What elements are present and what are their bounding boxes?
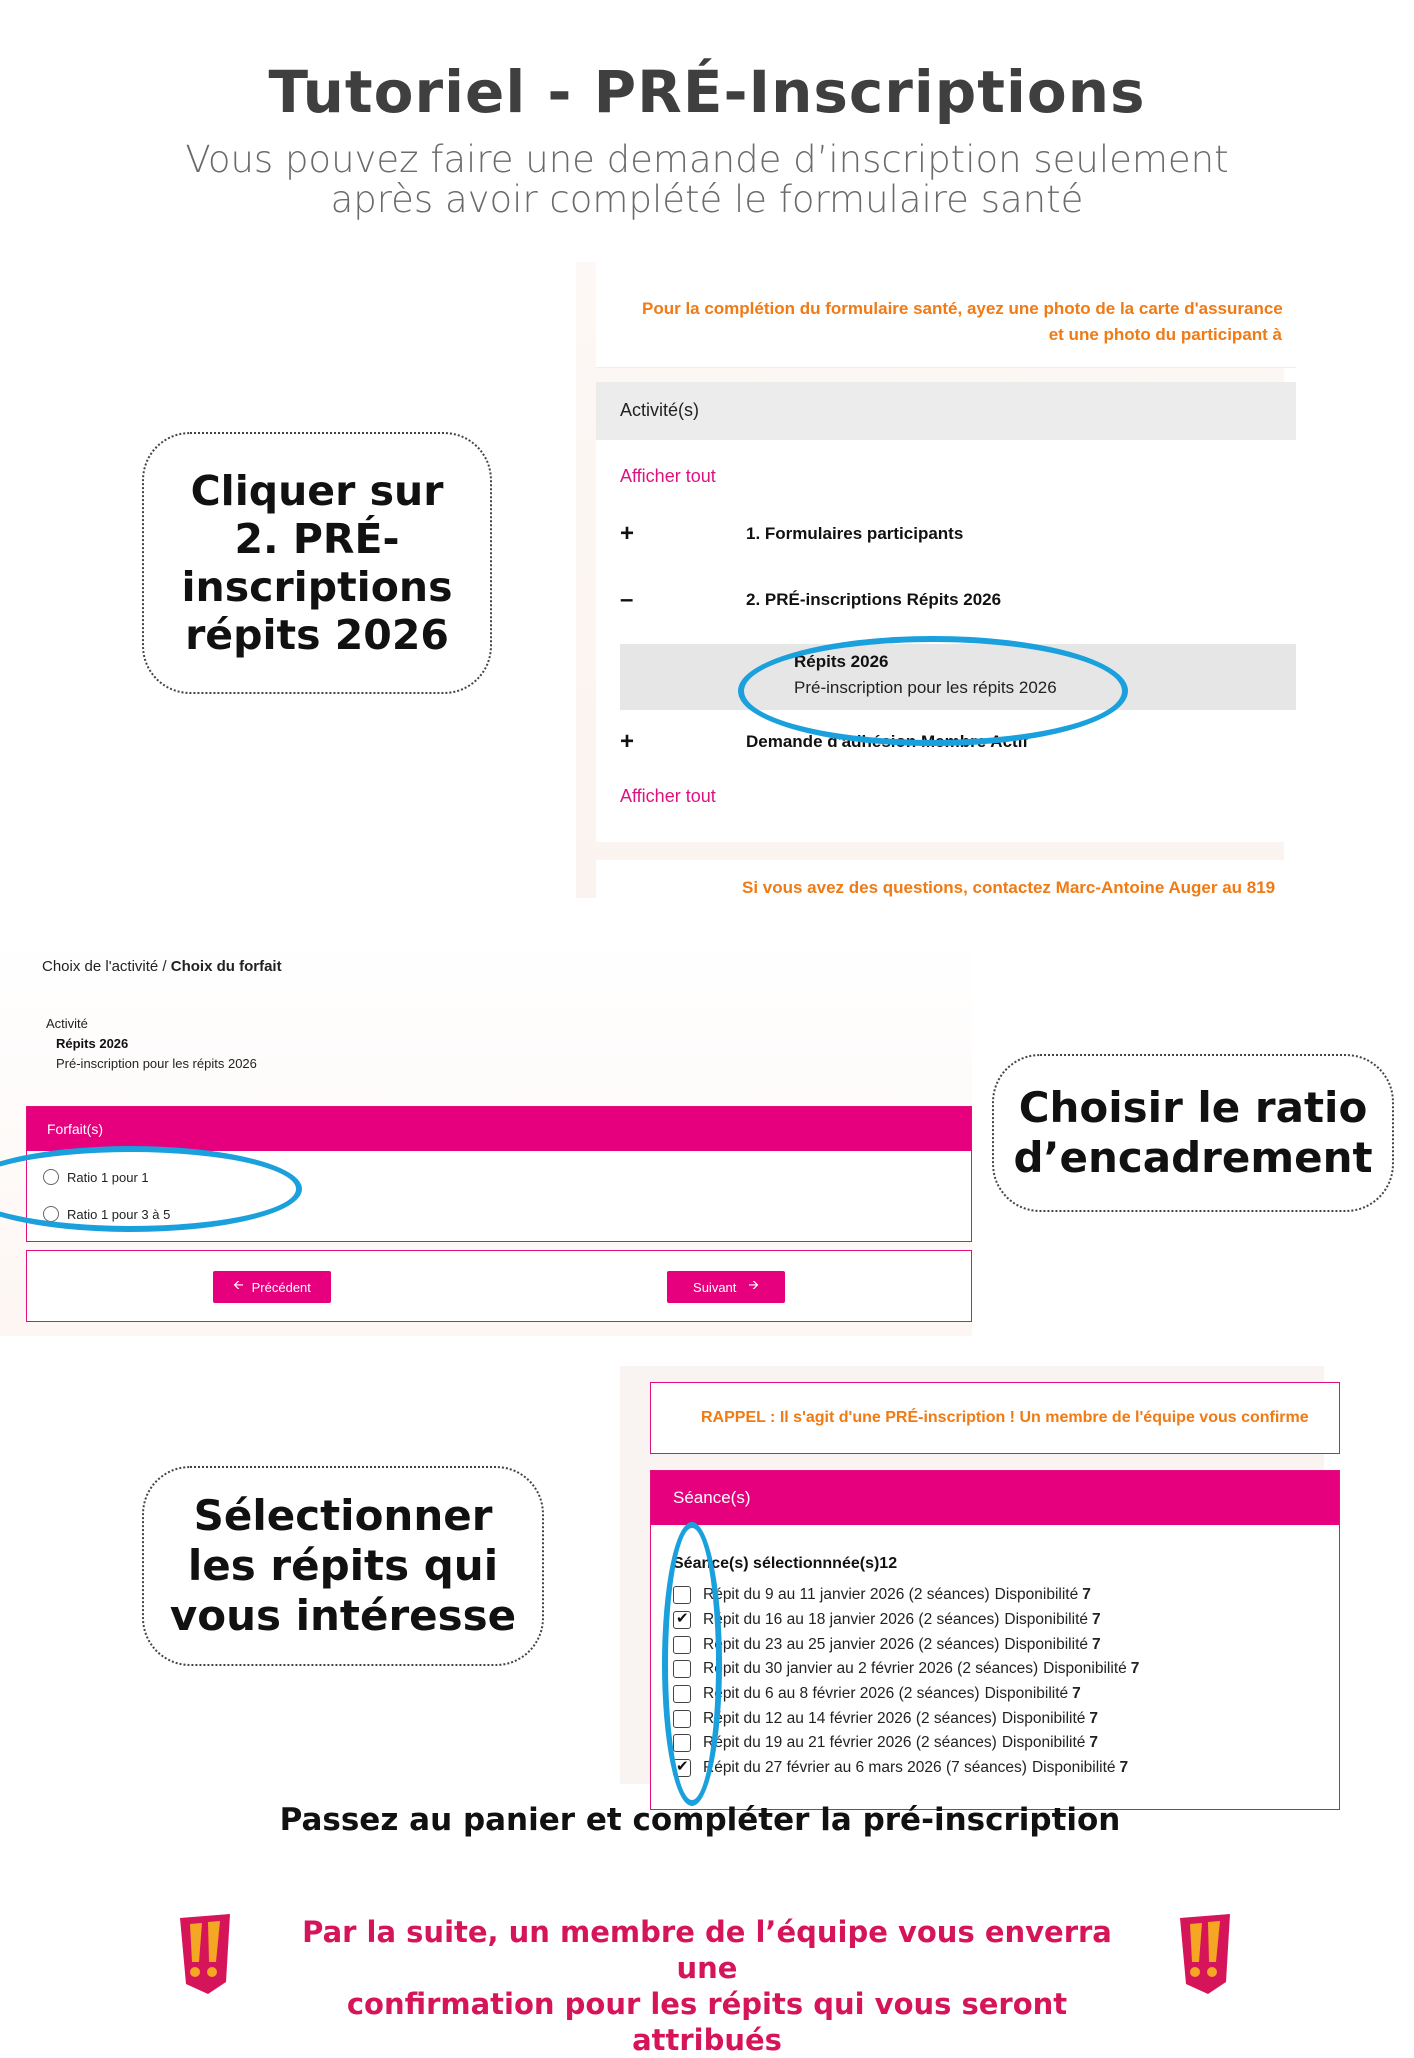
activities-header: Activité(s) (596, 382, 1296, 440)
exclamation-icon (172, 1912, 238, 1996)
availability-count: 7 (1082, 1586, 1091, 1604)
session-item[interactable] (673, 1583, 1139, 1608)
availability-label: Disponibilité (1001, 1734, 1086, 1752)
session-item[interactable] (673, 1632, 1139, 1657)
session-item[interactable] (673, 1682, 1139, 1707)
contact-note: Si vous avez des questions, contactez Marc-Antoine Auger au 819 (742, 878, 1276, 897)
collapse-minus-icon[interactable]: – (620, 586, 634, 613)
subtitle-line-2: après avoir complété le formulaire santé (330, 178, 1084, 221)
session-label[interactable]: Répit du 6 au 8 février 2026 (2 séances) (703, 1685, 980, 1703)
warning-card (596, 262, 1296, 368)
availability-label: Disponibilité (1043, 1660, 1127, 1678)
final-notice-line-2: confirmation pour les répits qui vous seront attribués (346, 1987, 1068, 2057)
session-label[interactable]: Répit du 30 janvier au 2 février 2026 (2 séances) (703, 1660, 1039, 1678)
selected-label: Séance(s) sélectionnnée(s) (673, 1555, 880, 1572)
page-subtitle (0, 140, 1414, 220)
step3-instruction-bubble: Sélectionner les répits qui vous intéresse (142, 1466, 544, 1666)
sessions-header: Séance(s) (651, 1471, 1339, 1525)
availability-count: 7 (1092, 1611, 1101, 1629)
availability-count: 7 (1119, 1759, 1129, 1777)
show-all-link-top[interactable]: Afficher tout (620, 466, 716, 486)
selected-count: 12 (879, 1555, 898, 1572)
navigation-bar (26, 1250, 972, 1322)
availability-count: 7 (1089, 1709, 1099, 1727)
session-item[interactable] (673, 1608, 1139, 1633)
session-label[interactable]: Répit du 12 au 14 février 2026 (2 séances) (703, 1709, 997, 1727)
page-title: Tutoriel - PRÉ-Inscriptions (268, 58, 1146, 126)
subtitle-line-1: Vous pouvez faire une demande d’inscription seulement (185, 138, 1229, 181)
sessions-screenshot (620, 1366, 1324, 1784)
availability-label: Disponibilité (994, 1586, 1079, 1604)
session-item[interactable] (673, 1756, 1139, 1781)
packages-header: Forfait(s) (27, 1107, 971, 1151)
sub-activity-title[interactable]: Répits 2026 (794, 652, 889, 671)
cart-instruction: Passez au panier et compléter la pré-inscription (279, 1802, 1121, 1838)
reminder-card (650, 1382, 1340, 1454)
session-label[interactable]: Répit du 16 au 18 janvier 2026 (2 séances) (703, 1611, 1000, 1629)
ratio-option-label[interactable]: Ratio 1 pour 1 (67, 1169, 149, 1185)
next-button[interactable] (667, 1271, 785, 1303)
availability-count: 7 (1089, 1734, 1099, 1752)
session-item[interactable] (673, 1731, 1139, 1756)
session-label[interactable]: Répit du 23 au 25 janvier 2026 (2 séances) (703, 1635, 1000, 1653)
final-notice-line-1: Par la suite, un membre de l’équipe vous enverra une (302, 1915, 1112, 1985)
activity-label[interactable]: 1. Formulaires participants (746, 524, 964, 543)
activity-description: Pré-inscription pour les répits 2026 (56, 1056, 257, 1071)
breadcrumb-current: Choix du forfait (170, 958, 282, 975)
session-label[interactable]: Répit du 27 février au 6 mars 2026 (7 séances) (703, 1759, 1027, 1777)
session-label[interactable]: Répit du 9 au 11 janvier 2026 (2 séances) (703, 1586, 990, 1604)
availability-label: Disponibilité (984, 1685, 1069, 1703)
arrow-right-icon: 🡪 (748, 1277, 759, 1292)
contact-card (596, 860, 1296, 920)
availability-label: Disponibilité (1004, 1635, 1088, 1653)
show-all-link-bottom[interactable]: Afficher tout (620, 786, 716, 806)
availability-label: Disponibilité (1004, 1611, 1088, 1629)
health-form-warning (642, 296, 1282, 348)
highlight-ellipse (738, 636, 1128, 746)
availability-label: Disponibilité (1031, 1759, 1116, 1777)
exclamation-icon (1172, 1912, 1238, 1996)
previous-button[interactable] (213, 1271, 331, 1303)
availability-count: 7 (1130, 1660, 1140, 1678)
final-notice (280, 1914, 1134, 2058)
session-item[interactable] (673, 1706, 1139, 1731)
session-list (673, 1583, 1139, 1781)
breadcrumb-activity-choice[interactable]: Choix de l'activité / (42, 958, 171, 975)
highlight-ellipse (662, 1522, 722, 1806)
previous-button-label[interactable]: Précédent (251, 1279, 311, 1295)
expand-plus-icon[interactable]: + (620, 520, 635, 547)
warning-line-1: Pour la complétion du formulaire santé, ayez une photo de la carte d'assurance (642, 299, 1283, 318)
availability-label: Disponibilité (1001, 1709, 1086, 1727)
breadcrumb (42, 958, 282, 975)
activities-panel (596, 382, 1296, 842)
expand-plus-icon[interactable]: + (620, 728, 635, 755)
sessions-panel (650, 1470, 1340, 1810)
arrow-left-icon: 🡨 (233, 1277, 244, 1292)
warning-line-2: et une photo du participant à (1048, 325, 1282, 344)
step1-instruction-bubble: Cliquer sur 2. PRÉ-inscriptions répits 2026 (142, 432, 492, 694)
ratio-option-label[interactable]: Ratio 1 pour 3 à 5 (67, 1206, 171, 1222)
activity-label[interactable]: 2. PRÉ-inscriptions Répits 2026 (746, 590, 1002, 609)
sub-activity-description: Pré-inscription pour les répits 2026 (794, 678, 1057, 697)
activity-label[interactable]: Demande d'adhésion Membre Actif (746, 732, 1029, 751)
activity-row-forms[interactable] (596, 514, 1296, 554)
next-button-label[interactable]: Suivant (693, 1279, 737, 1295)
activity-title: Répits 2026 (56, 1036, 129, 1051)
activities-screenshot (576, 262, 1284, 898)
activity-row-preinscriptions[interactable] (596, 580, 1296, 620)
preinscription-reminder: RAPPEL : Il s'agit d'une PRÉ-inscription ! Un membre de l'équipe vous confirme (701, 1409, 1309, 1426)
availability-count: 7 (1092, 1635, 1101, 1653)
activity-label: Activité (46, 1016, 88, 1031)
session-label[interactable]: Répit du 19 au 21 février 2026 (2 séances) (703, 1734, 997, 1752)
step2-instruction-bubble: Choisir le ratio d’encadrement (992, 1054, 1394, 1212)
session-item[interactable] (673, 1657, 1139, 1682)
availability-count: 7 (1072, 1685, 1081, 1703)
package-choice-screenshot (0, 936, 972, 1336)
